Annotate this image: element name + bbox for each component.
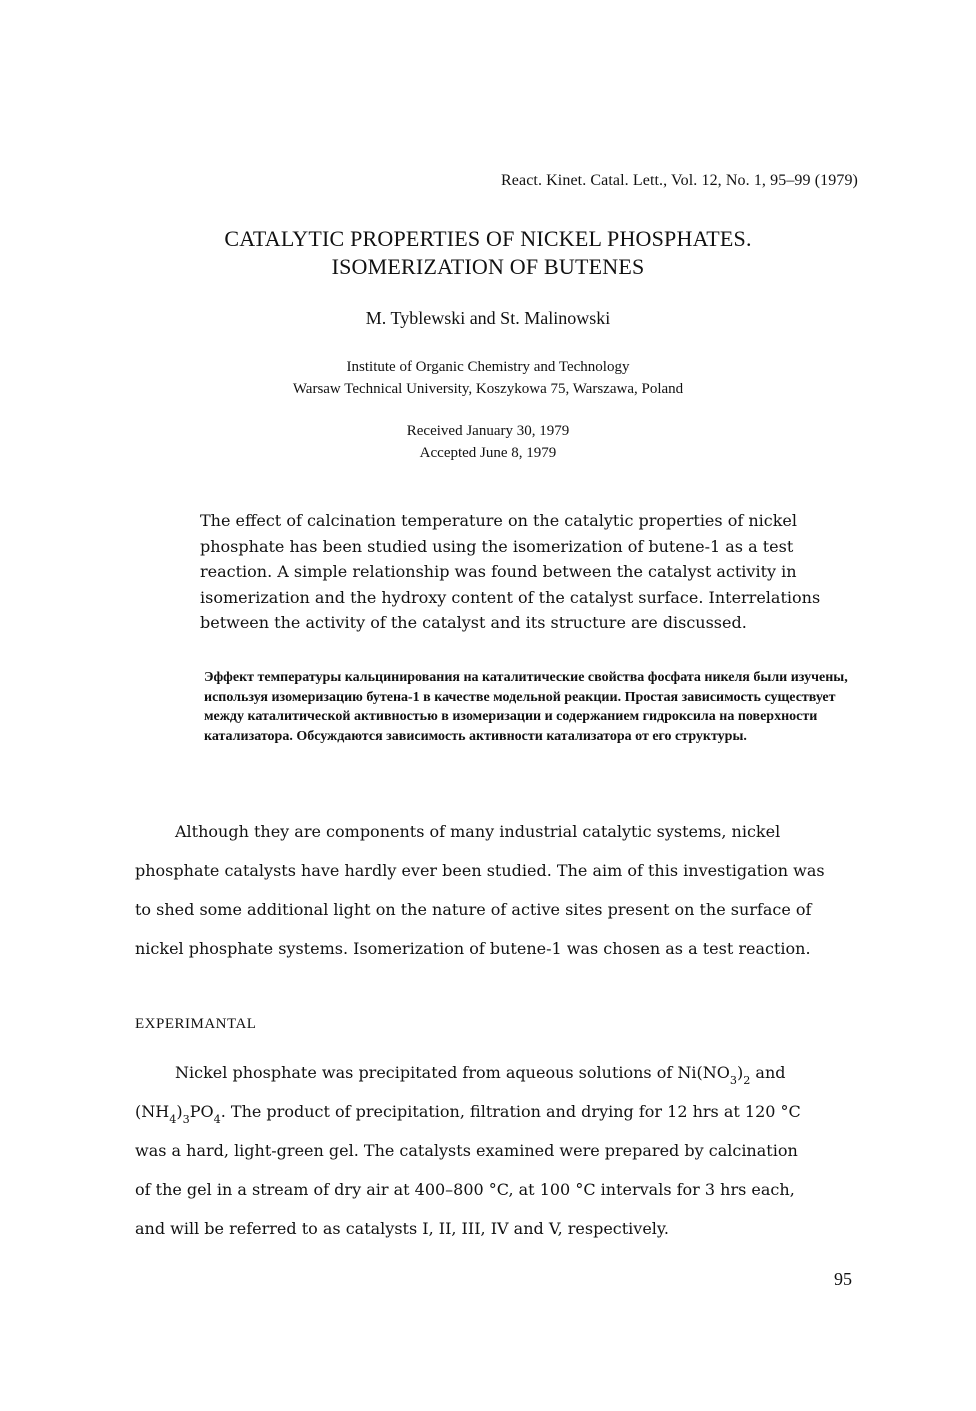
journal-reference: React. Kinet. Catal. Lett., Vol. 12, No. 1, 95–99 (1979) — [501, 172, 858, 189]
paper-title — [0, 225, 976, 281]
accepted-date: Accepted June 8, 1979 — [419, 445, 557, 461]
title-line-2: ISOMERIZATION OF BUTENES — [331, 254, 645, 279]
abstract-russian: Эффект температуры кальцинирования на каталитические свойства фосфата никеля были изучены, используя изомеризацию бутена-1 в качестве модельной реакции. Простая зависимость существует между каталитической активностью в изомеризации и содержанием гидроксила на поверхности катализатора. Обсуждаются зависимость активности катализатора от его структуры. — [204, 670, 848, 744]
experimental-line: was a hard, light-green gel. The catalysts examined were prepared by calcination — [135, 1141, 798, 1160]
page-number: 95 — [834, 1269, 852, 1289]
experimental-line: and will be referred to as catalysts I, II, III, IV and V, respectively. — [135, 1219, 669, 1238]
affiliation — [0, 356, 976, 400]
experimental-line: Nickel phosphate was precipitated from aqueous solutions of $Ni(NO_3)_2$ and — [175, 1063, 786, 1087]
title-line-1: CATALYTIC PROPERTIES OF NICKEL PHOSPHATES. — [224, 226, 752, 251]
intro-line: phosphate catalysts have hardly ever been studied. The aim of this investigation was — [135, 861, 825, 880]
experimental-paragraph — [135, 1053, 865, 1248]
experimental-line: $(NH_4)_3PO_4$. The product of precipitation, filtration and drying for 12 hrs at 120 °C — [135, 1102, 801, 1126]
intro-line: to shed some additional light on the nature of active sites present on the surface of — [135, 900, 812, 919]
authors: M. Tyblewski and St. Malinowski — [365, 308, 611, 328]
experimental-line: of the gel in a stream of dry air at 400–800 °C, at 100 °C intervals for 3 hrs each, — [135, 1180, 795, 1199]
received-date: Received January 30, 1979 — [406, 423, 570, 439]
abstract-english: The effect of calcination temperature on the catalytic properties of nickel phosphate has been studied using the isomerization of butene-1 as a test reaction. A simple relationship was found between the catalyst activity in isomerization and the hydroxy content of the catalyst surface. Interrelations between the activity of the catalyst and its structure are discussed. — [200, 511, 821, 633]
intro-line: nickel phosphate systems. Isomerization of butene-1 was chosen as a test reaction. — [135, 939, 811, 958]
affiliation-line-1: Institute of Organic Chemistry and Technology — [346, 359, 630, 375]
section-heading: EXPERIMANTAL — [135, 1016, 257, 1032]
introduction-paragraph — [135, 812, 865, 968]
dates — [0, 420, 976, 464]
intro-line: Although they are components of many industrial catalytic systems, nickel — [175, 822, 781, 841]
affiliation-line-2: Warsaw Technical University, Koszykowa 75, Warszawa, Poland — [292, 381, 684, 397]
